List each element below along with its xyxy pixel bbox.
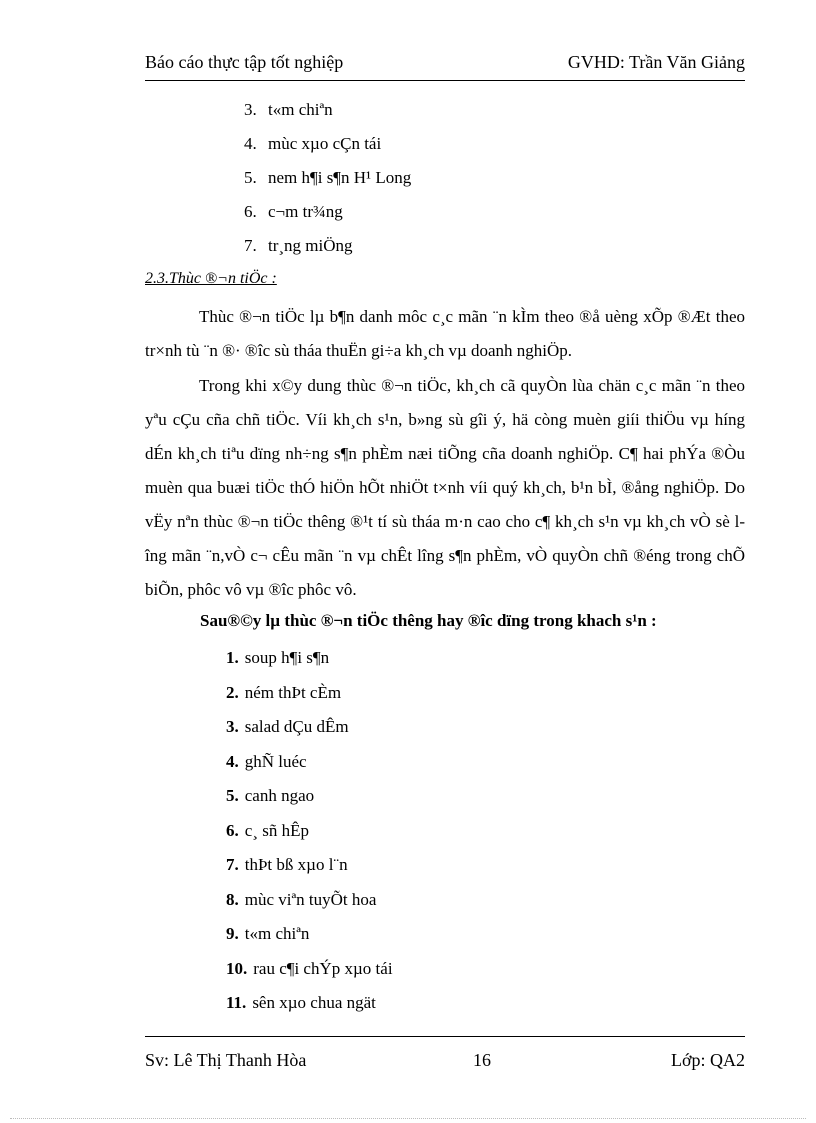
list-item: 2. ném thÞt cÈm [226, 682, 342, 702]
list-item: 5. nem h¶i s¶n H¹ Long [244, 168, 412, 187]
paragraph-1: Thùc ®¬n tiÖc lµ b¶n danh môc c¸c mãn ¨n kÌm theo ®å uèng xÕp ®Æt theo tr×nh tù ¨n ®· ®îc sù tháa thuËn gi÷a kh¸ch vµ doanh nghiÖp. [145, 307, 745, 360]
page-number: 16 [473, 1050, 491, 1070]
list-item: 7. thÞt bß xµo l¨n [226, 855, 348, 874]
page-bottom-edge [10, 1118, 806, 1119]
list-item: 1. soup h¶i s¶n [226, 648, 330, 667]
page-header [145, 52, 745, 76]
menu-subheading: Sau®©y lµ thùc ®¬n tiÖc thêng hay ®îc dïng trong khach s¹n : [200, 611, 657, 630]
list-item: 9. t«m chiªn [226, 924, 310, 943]
list-item: 6. c¸ sñ hÊp [226, 820, 309, 840]
list-item: 3. salad dÇu dÊm [226, 717, 349, 736]
paragraph-2: Trong khi x©y dung thùc ®¬n tiÖc, kh¸ch cã quyÒn lùa chän c¸c mãn ¨n theo yªu cÇu cña chñ tiÖc. Víi kh¸ch s¹n, b»ng sù gîi ý, hä còng muèn giíi thiÖu vµ híng dÉn kh¸ch tiªu dïng nh÷ng s¶n phÈm næi tiÕng cña doanh nghiÖp. C¶ hai phÝa ®Òu muèn qua buæi tiÖc thÓ hiÖn hÕt nhiÖt t×nh víi quý kh¸ch, b¹n bÌ, ®ång nghiÖp. Do vËy nªn thùc ®¬n tiÖc thêng ®¹t tí sù tháa m·n cao cho c¶ kh¸ch s¹n vµ kh¸ch vÒ sè lîng mãn ¨n,vÒ c¬ cÊu mãn ¨n vµ chÊt lîng s¶n phÈm, vÒ quyÒn chñ ®éng trong chÕ biÕn, phôc vô vµ ®îc phôc vô. [145, 376, 745, 599]
list-item: 4. mùc xµo cÇn tái [244, 134, 382, 153]
list-item: 3. t«m chiªn [244, 100, 333, 119]
list-item: 11. sên xµo chua ngät [226, 993, 376, 1012]
list-item: 10. rau c¶i chÝp xµo tái [226, 958, 393, 978]
footer-class: Lớp: QA2 [670, 1050, 745, 1070]
footer-student: Sv: Lê Thị Thanh Hòa [145, 1050, 307, 1070]
section-heading: 2.3.Thùc ®¬n tiÖc : [145, 270, 277, 287]
header-rule [145, 80, 745, 81]
header-report-title: Báo cáo thực tập tốt nghiệp [145, 52, 344, 72]
footer-rule [145, 1036, 745, 1037]
header-supervisor: GVHD: Trần Văn Giảng [567, 52, 745, 72]
dish-list-bottom [226, 646, 393, 1026]
list-item: 4. ghÑ luéc [226, 751, 307, 771]
page-footer [145, 1050, 745, 1074]
list-item: 8. mùc viªn tuyÕt hoa [226, 889, 377, 909]
dish-list-top [244, 98, 411, 268]
list-item: 5. canh ngao [226, 786, 315, 805]
list-item: 6. c¬m tr¾ng [244, 202, 343, 221]
list-item: 7. tr¸ng miÖng [244, 236, 353, 255]
